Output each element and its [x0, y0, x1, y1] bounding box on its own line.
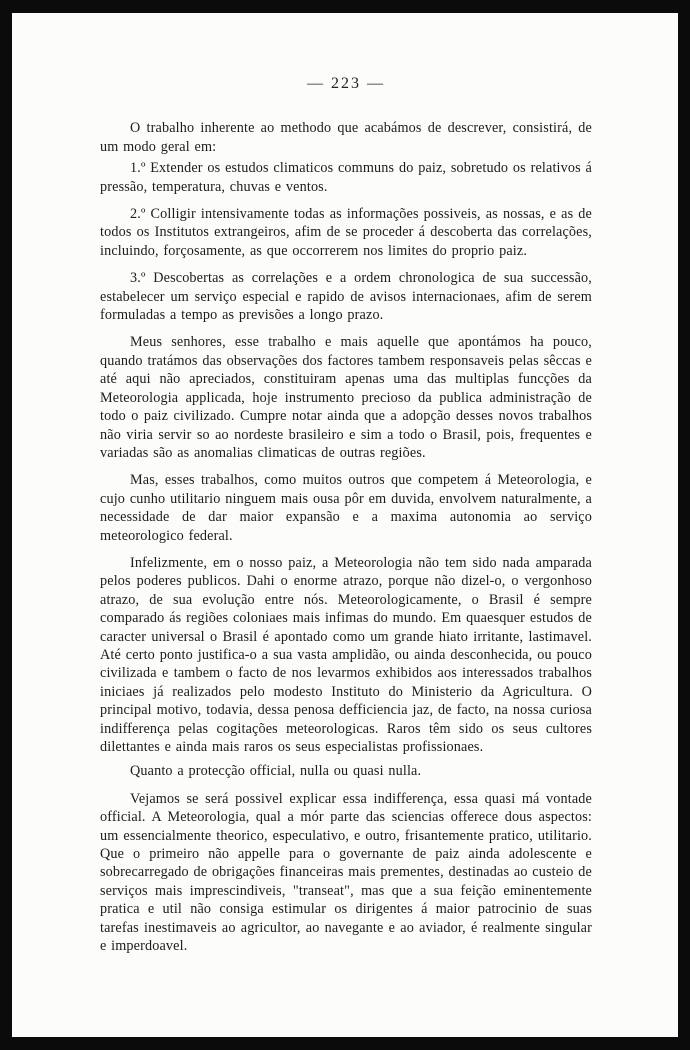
paragraph-intro: O trabalho inherente ao methodo que acabámos de descrever, consistirá, de um modo geral em:	[100, 120, 592, 155]
paragraph-vejamos: Vejamos se será possivel explicar essa indifferença, essa quasi má vontade official. A Meteorologia, qual a mór parte das sciencias offerece dous aspectos: um essencialmente theorico, especulativo, e outro, frisantemente pratico, utilitario. Que o primeiro não appelle para o governante de paiz ainda adolescente e sobrecarregado de obrigações financeiras mais prementes, destinadas ao custeio de serviços mais imprescindiveis, "transeat", mas que a sua feição eminentemente pratica e util não consiga estimular os dirigentes á maior patrocinio de suas tarefas inestimaveis ao agricultor, ao navegante e ao aviador, é realmente singular e imperdoavel.	[100, 790, 592, 955]
paragraph-item-3: 3.º Descobertas as correlações e a ordem chronologica de sua successão, estabelecer um serviço especial e rapido de avisos internacionaes, afim de serem formuladas a tempo as previsões a longo prazo.	[100, 270, 592, 324]
paragraph-item-2: 2.º Colligir intensivamente todas as informações possiveis, as nossas, e as de todos os Institutos extrangeiros, afim de se proceder á descoberta das correlações, incluindo, forçosamente, as que occorrerem nos limites do proprio paiz.	[100, 206, 592, 259]
page-content	[100, 119, 592, 955]
document-page	[12, 13, 678, 1037]
paragraph-mas-esses: Mas, esses trabalhos, como muitos outros que competem á Meteorologia, e cujo cunho utilitario ninguem mais ousa pôr em duvida, envolvem naturalmente, a necessidade de dar maior expansão e a maxima autonomia ao serviço meteorologico federal.	[100, 472, 592, 544]
paragraph-item-1: 1.º Extender os estudos climaticos communs do paiz, sobretudo os relativos á pressão, temperatura, chuvas e ventos.	[100, 160, 592, 195]
page-number: — 223 —	[307, 75, 385, 92]
paragraph-infelizmente: Infelizmente, em o nosso paiz, a Meteorologia não tem sido nada amparada pelos poderes publicos. Dahi o enorme atrazo, porque não dizel-o, o vergonhoso atrazo, de sua evolução entre nós. Meteorologicamente, o Brasil é sempre comparado ás regiões coloniaes mais infimas do mundo. Em quaesquer estudos de caracter universal o Brasil é apontado como um grande hiato irritante, lastimavel. Até certo ponto justifica-o a sua vasta amplidão, ou ainda desconhecida, ou pouco civilizada e tambem o facto de nos levarmos exhibidos aos interessados trabalhos iniciaes já realizados pelo modesto Instituto do Ministerio da Agricultura. O principal motivo, todavia, dessa penosa defficiencia jaz, de facto, na nossa curiosa indifferença pelas cogitações meteorologicas. Raros têm sido os seus cultores dilettantes e ainda mais raros os seus especialistas profissionaes.	[100, 554, 592, 755]
paragraph-quanto-proteccao: Quanto a protecção official, nulla ou quasi nulla.	[130, 763, 422, 780]
paragraph-meus-senhores: Meus senhores, esse trabalho e mais aquelle que apontámos ha pouco, quando tratámos das observações dos factores tambem responsaveis pelas sêccas e até aqui não apreciados, constituiram apenas uma das multiplas funcções da Meteorologia applicada, hoje instrumento precioso da publica administração de todo o paiz civilizado. Cumpre notar ainda que a adopção desses novos trabalhos não viria servir so ao nordeste brasileiro e sim a todo o Brasil, pois, frequentes e variadas são as anomalias climaticas de outras regiões.	[100, 334, 592, 461]
